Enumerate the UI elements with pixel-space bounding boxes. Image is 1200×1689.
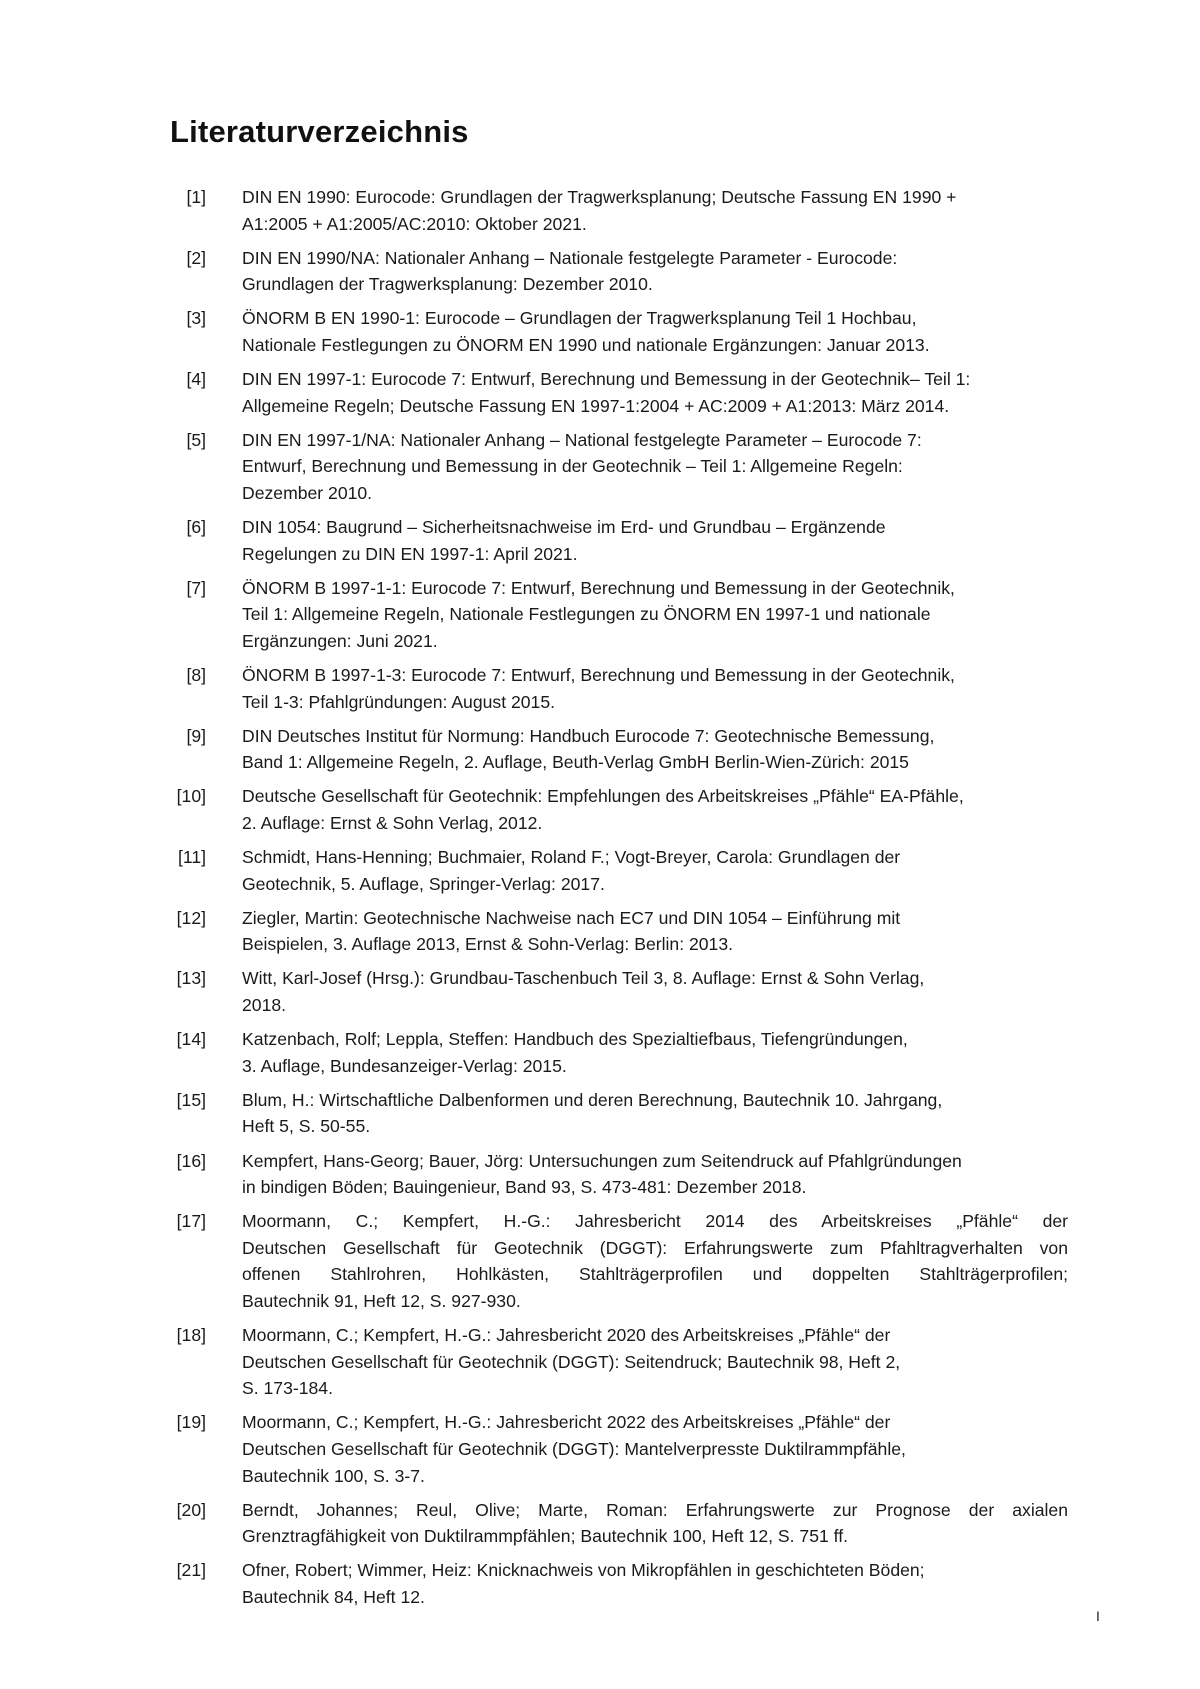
reference-text-line: ÖNORM B EN 1990-1: Eurocode – Grundlagen der Tragwerksplanung Teil 1 Hochbau, bbox=[242, 308, 917, 329]
reference-text bbox=[242, 1409, 1068, 1489]
reference-text-line: Entwurf, Berechnung und Bemessung in der Geotechnik – Teil 1: Allgemeine Regeln: bbox=[242, 456, 903, 477]
reference-item bbox=[0, 305, 1068, 358]
reference-item bbox=[0, 965, 1068, 1018]
reference-text-line: Geotechnik, 5. Auflage, Springer-Verlag: 2017. bbox=[242, 873, 605, 894]
reference-text-line: Schmidt, Hans-Henning; Buchmaier, Roland F.; Vogt-Breyer, Carola: Grundlagen der bbox=[242, 847, 901, 868]
reference-text bbox=[242, 905, 1068, 958]
reference-text bbox=[242, 1087, 1068, 1140]
reference-text-line: DIN EN 1990/NA: Nationaler Anhang – Nationale festgelegte Parameter - Eurocode: bbox=[242, 247, 898, 268]
reference-number: [5] bbox=[186, 429, 206, 450]
reference-text-line: Deutsche Gesellschaft für Geotechnik: Empfehlungen des Arbeitskreises „Pfähle“ EA-Pfähle, bbox=[242, 786, 964, 807]
reference-number: [4] bbox=[186, 369, 206, 390]
reference-text-line: Teil 1: Allgemeine Regeln, Nationale Festlegungen zu ÖNORM EN 1997-1 und nationale bbox=[242, 604, 931, 625]
reference-item bbox=[0, 575, 1068, 655]
reference-item bbox=[0, 1557, 1068, 1610]
reference-text-line: DIN 1054: Baugrund – Sicherheitsnachweise im Erd- und Grundbau – Ergänzende bbox=[242, 517, 886, 538]
reference-text bbox=[242, 575, 1068, 655]
reference-number: [1] bbox=[186, 187, 206, 207]
reference-text bbox=[242, 1497, 1068, 1550]
reference-text-line: Berndt, Johannes; Reul, Olive; Marte, Roman: Erfahrungswerte zur Prognose der axialen bbox=[242, 1499, 1068, 1520]
reference-item bbox=[0, 1087, 1068, 1140]
reference-text-line: A1:2005 + A1:2005/AC:2010: Oktober 2021. bbox=[242, 213, 587, 234]
reference-number: [6] bbox=[186, 517, 206, 538]
reference-text-line: Deutschen Gesellschaft für Geotechnik (DGGT): Seitendruck; Bautechnik 98, Heft 2, bbox=[242, 1351, 901, 1372]
reference-text bbox=[242, 1026, 1068, 1079]
reference-text-line: Bautechnik 91, Heft 12, S. 927-930. bbox=[242, 1290, 521, 1311]
reference-number: [20] bbox=[176, 1499, 206, 1520]
reference-number: [17] bbox=[176, 1211, 206, 1232]
reference-text-line: Moormann, C.; Kempfert, H.-G.: Jahresbericht 2020 des Arbeitskreises „Pfähle“ der bbox=[242, 1325, 891, 1346]
reference-text-line: ÖNORM B 1997-1-3: Eurocode 7: Entwurf, Berechnung und Bemessung in der Geotechnik, bbox=[242, 665, 955, 685]
reference-text-line: Beispielen, 3. Auflage 2013, Ernst & Sohn-Verlag: Berlin: 2013. bbox=[242, 934, 733, 955]
reference-number: [12] bbox=[176, 907, 206, 928]
reference-text-line: 2. Auflage: Ernst & Sohn Verlag, 2012. bbox=[242, 812, 543, 833]
reference-text-line: DIN Deutsches Institut für Normung: Handbuch Eurocode 7: Geotechnische Bemessung, bbox=[242, 725, 935, 746]
reference-text-line: Regelungen zu DIN EN 1997-1: April 2021. bbox=[242, 543, 578, 564]
reference-text-line: Moormann, C.; Kempfert, H.-G.: Jahresbericht 2022 des Arbeitskreises „Pfähle“ der bbox=[242, 1412, 891, 1433]
reference-text-line: offenen Stahlrohren, Hohlkästen, Stahlträgerprofilen und doppelten Stahlträgerprofilen; bbox=[242, 1264, 1068, 1285]
reference-number: [10] bbox=[176, 786, 206, 807]
reference-text-line: Deutschen Gesellschaft für Geotechnik (DGGT): Mantelverpresste Duktilrammpfähle, bbox=[242, 1438, 906, 1459]
reference-number: [14] bbox=[176, 1029, 206, 1050]
reference-list bbox=[0, 184, 1200, 1618]
reference-item bbox=[0, 1322, 1068, 1402]
reference-text bbox=[242, 1557, 1068, 1610]
reference-item bbox=[0, 723, 1068, 776]
reference-item bbox=[0, 905, 1068, 958]
reference-number: [15] bbox=[176, 1089, 206, 1110]
reference-number: [2] bbox=[186, 247, 206, 268]
reference-number: [19] bbox=[176, 1412, 206, 1433]
reference-text-line: Bautechnik 84, Heft 12. bbox=[242, 1586, 425, 1607]
reference-text-line: Blum, H.: Wirtschaftliche Dalbenformen und deren Berechnung, Bautechnik 10. Jahrgang, bbox=[242, 1089, 943, 1110]
reference-text-line: Dezember 2010. bbox=[242, 482, 373, 503]
reference-text-line: Ofner, Robert; Wimmer, Heiz: Knicknachweis von Mikropfählen in geschichteten Böden; bbox=[242, 1560, 925, 1581]
reference-text bbox=[242, 1322, 1068, 1402]
reference-text-line: Nationale Festlegungen zu ÖNORM EN 1990 und nationale Ergänzungen: Januar 2013. bbox=[242, 334, 930, 355]
reference-item bbox=[0, 427, 1068, 507]
reference-text bbox=[242, 245, 1068, 298]
reference-number: [16] bbox=[176, 1150, 206, 1171]
reference-item bbox=[0, 514, 1068, 567]
reference-number: [7] bbox=[186, 577, 206, 598]
reference-text-line: in bindigen Böden; Bauingenieur, Band 93, S. 473-481: Dezember 2018. bbox=[242, 1177, 807, 1198]
reference-text-line: DIN EN 1997-1: Eurocode 7: Entwurf, Berechnung und Bemessung in der Geotechnik– Teil 1: bbox=[242, 369, 971, 390]
reference-text-line: DIN EN 1990: Eurocode: Grundlagen der Tragwerksplanung; Deutsche Fassung EN 1990 + bbox=[242, 187, 957, 207]
reference-text-line: ÖNORM B 1997-1-1: Eurocode 7: Entwurf, Berechnung und Bemessung in der Geotechnik, bbox=[242, 577, 955, 598]
reference-text bbox=[242, 783, 1068, 836]
reference-item bbox=[0, 1026, 1068, 1079]
reference-text-line: Katzenbach, Rolf; Leppla, Steffen: Handbuch des Spezialtiefbaus, Tiefengründungen, bbox=[242, 1029, 908, 1050]
reference-text bbox=[242, 427, 1068, 507]
reference-text-line: 2018. bbox=[242, 995, 287, 1016]
reference-text-line: Bautechnik 100, S. 3-7. bbox=[242, 1465, 425, 1486]
reference-text-line: Allgemeine Regeln; Deutsche Fassung EN 1997-1:2004 + AC:2009 + A1:2013: März 2014. bbox=[242, 395, 950, 416]
reference-text-line: Kempfert, Hans-Georg; Bauer, Jörg: Untersuchungen zum Seitendruck auf Pfahlgründungen bbox=[242, 1150, 962, 1171]
reference-text bbox=[242, 184, 1068, 237]
reference-number: [21] bbox=[176, 1560, 206, 1581]
reference-text bbox=[242, 305, 1068, 358]
reference-item bbox=[0, 1409, 1068, 1489]
reference-number: [18] bbox=[176, 1325, 206, 1346]
reference-text-line: Teil 1-3: Pfahlgründungen: August 2015. bbox=[242, 691, 556, 712]
reference-text-line: Ziegler, Martin: Geotechnische Nachweise nach EC7 und DIN 1054 – Einführung mit bbox=[242, 907, 901, 928]
reference-text bbox=[242, 1208, 1068, 1314]
reference-number: [3] bbox=[186, 308, 206, 329]
reference-number: [8] bbox=[186, 665, 206, 685]
reference-item bbox=[0, 1148, 1068, 1201]
reference-text bbox=[242, 723, 1068, 776]
reference-number: [11] bbox=[177, 847, 206, 868]
reference-text-line: Moormann, C.; Kempfert, H.-G.: Jahresbericht 2014 des Arbeitskreises „Pfähle“ der bbox=[242, 1211, 1068, 1232]
reference-text-line: Band 1: Allgemeine Regeln, 2. Auflage, Beuth-Verlag GmbH Berlin-Wien-Zürich: 2015 bbox=[242, 752, 909, 773]
reference-text bbox=[242, 366, 1068, 419]
reference-text-line: Ergänzungen: Juni 2021. bbox=[242, 630, 438, 651]
reference-text-line: Deutschen Gesellschaft für Geotechnik (DGGT): Erfahrungswerte zum Pfahltragverhalten von bbox=[242, 1237, 1068, 1258]
reference-text-line: Grundlagen der Tragwerksplanung: Dezember 2010. bbox=[242, 274, 653, 295]
reference-text-line: Grenztragfähigkeit von Duktilrammpfählen; Bautechnik 100, Heft 12, S. 751 ff. bbox=[242, 1526, 849, 1547]
reference-item bbox=[0, 662, 1068, 715]
reference-text bbox=[242, 1148, 1068, 1201]
reference-text-line: S. 173-184. bbox=[242, 1378, 333, 1399]
reference-text bbox=[242, 514, 1068, 567]
reference-item bbox=[0, 1208, 1068, 1314]
reference-item bbox=[0, 184, 1068, 237]
reference-number: [9] bbox=[186, 725, 206, 746]
reference-text bbox=[242, 662, 1068, 715]
reference-item bbox=[0, 245, 1068, 298]
reference-text-line: DIN EN 1997-1/NA: Nationaler Anhang – National festgelegte Parameter – Eurocode 7: bbox=[242, 429, 922, 450]
page-title: Literaturverzeichnis bbox=[170, 114, 469, 149]
reference-number: [13] bbox=[176, 968, 206, 989]
reference-text bbox=[242, 965, 1068, 1018]
reference-item bbox=[0, 1497, 1068, 1550]
reference-text-line: 3. Auflage, Bundesanzeiger-Verlag: 2015. bbox=[242, 1055, 567, 1076]
reference-item bbox=[0, 844, 1068, 897]
reference-item bbox=[0, 366, 1068, 419]
reference-text bbox=[242, 844, 1068, 897]
page-number: I bbox=[1096, 1608, 1100, 1624]
reference-text-line: Witt, Karl-Josef (Hrsg.): Grundbau-Taschenbuch Teil 3, 8. Auflage: Ernst & Sohn Verlag, bbox=[242, 968, 925, 989]
reference-text-line: Heft 5, S. 50-55. bbox=[242, 1116, 371, 1137]
reference-item bbox=[0, 783, 1068, 836]
